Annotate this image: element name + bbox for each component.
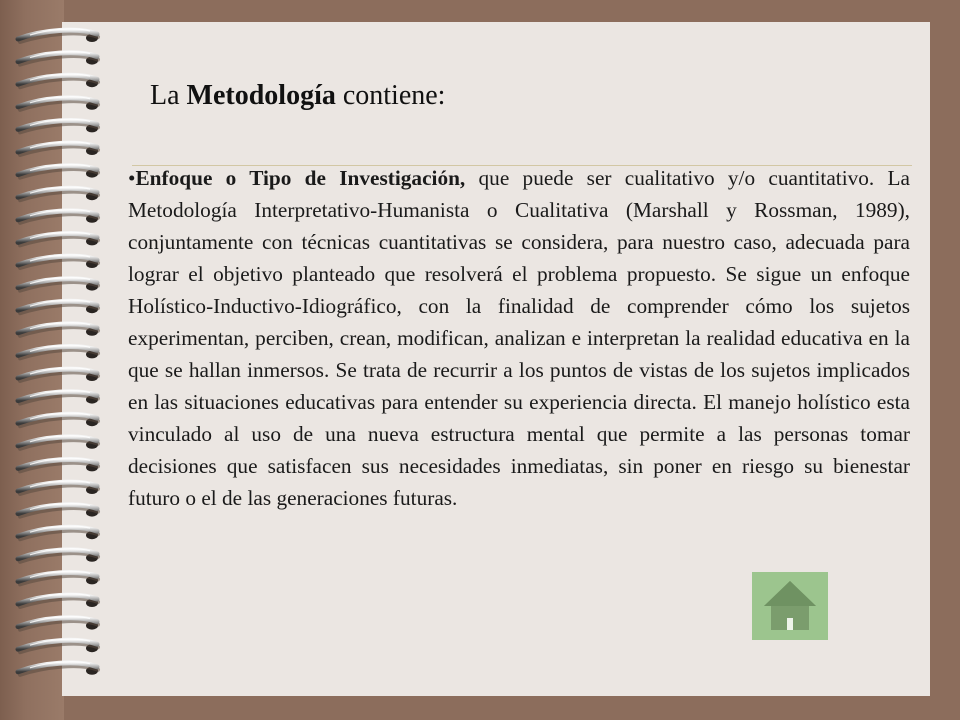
spiral-ring [18,278,98,291]
spiral-ring [18,481,98,494]
home-icon [752,572,828,640]
spiral-ring [18,436,98,449]
spiral-ring [18,571,98,584]
spiral-ring [18,549,98,562]
spiral-ring [18,97,98,110]
title-bold: Metodología [186,80,336,111]
spiral-ring [18,617,98,630]
title-prefix: La [150,80,187,111]
spiral-ring [18,368,98,381]
spiral-ring [18,187,98,200]
spiral-ring [18,300,98,313]
spiral-ring [18,345,98,358]
spiral-ring [18,458,98,471]
title-suffix: contiene: [335,80,446,111]
paragraph-body: que puede ser cualitativo y/o cuantitativo. La Metodología Interpretativo-Humanista o Cualitativa (Marshall y Rossman, 1989), conjuntamente con técnicas cuantitativas se considera, para nuestro caso, adecuada para lograr el objetivo planteado que resolverá el problema propuesto. Se sigue un enfoque Holístico-Inductivo-Idiográfico, con la finalidad de comprender cómo los sujetos experimentan, perciben, crean, modifican, analizan e interpretan la realidad educativa en la que se hallan inmersos. Se trata de recurrir a los puntos de vistas de los sujetos implicados en las situaciones educativas para entender su experiencia directa. El manejo holístico esta vinculado al uso de una nueva estructura mental que permite a las personas tomar decisiones que satisfacen sus necesidades inmediatas, sin poner en riesgo su bienestar futuro o el de las generaciones futuras. [128,166,910,510]
methodology-paragraph [128,162,910,514]
spiral-ring [18,52,98,65]
spiral-ring [18,119,98,132]
spiral-ring [18,232,98,245]
spiral-ring [18,594,98,607]
spiral-ring [18,210,98,223]
spiral-binding [0,0,110,720]
spiral-ring [18,639,98,652]
spiral-ring [18,29,98,42]
slide-title [150,80,445,112]
spiral-ring [18,165,98,178]
spiral-ring [18,391,98,404]
spiral-ring [18,526,98,539]
spiral-ring [18,413,98,426]
spiral-ring [18,504,98,517]
spiral-ring [18,662,98,675]
paragraph-bold-lead: Enfoque o Tipo de Investigación, [135,166,466,190]
home-button[interactable] [752,572,828,640]
spiral-ring [18,142,98,155]
bullet-glyph: • [128,166,136,190]
spiral-ring [18,74,98,87]
spiral-ring [18,323,98,336]
spiral-ring [18,255,98,268]
